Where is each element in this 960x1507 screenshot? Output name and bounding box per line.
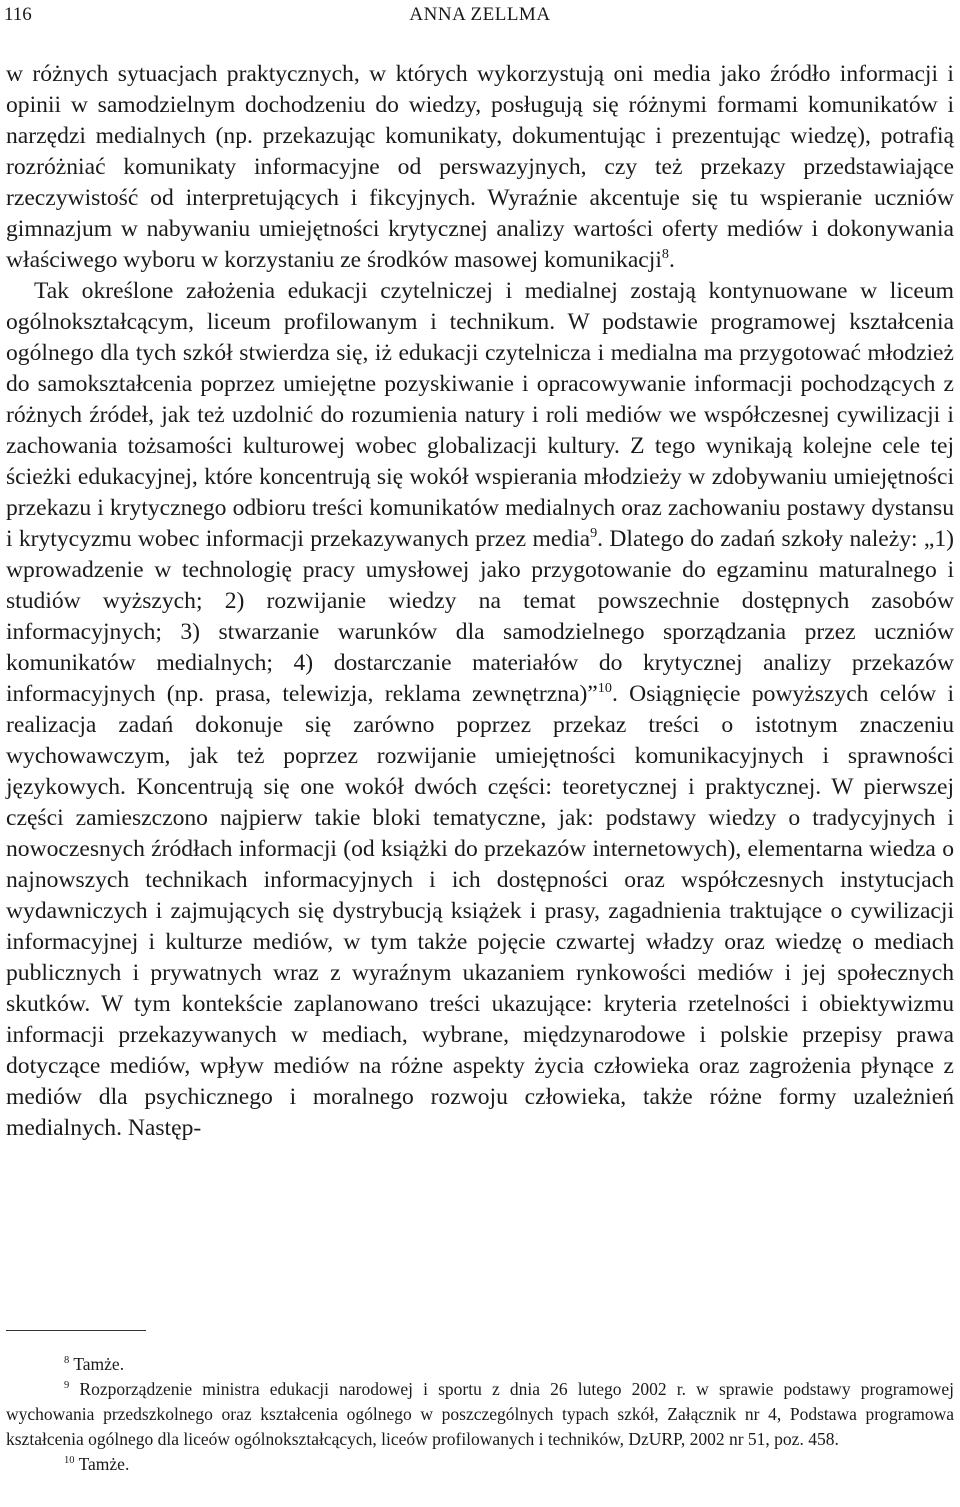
footnote-10 [6, 1452, 954, 1477]
paragraph-1-text: w różnych sytuacjach praktycznych, w których wykorzystują oni media jako źródło informacji i opinii w samodzielnym dochodzeniu do wiedzy, posługują się różnymi formami komunikatów i narzędzi medialnych (np. przekazując komunikaty, dokumentując i prezentując wiedzę), potrafią rozróżniać komunikaty informacyjne od perswazyjnych, czy też przekazy przedstawiające rzeczywistość od interpretujących i fikcyjnych. Wyraźnie akcentuje się tu wspieranie uczniów gimnazjum w nabywaniu umiejętności krytycznej analizy wartości oferty mediów i dokonywania właściwego wyboru w korzystaniu ze środków masowej komunikacji [6, 61, 954, 273]
paragraph-1 [6, 59, 954, 276]
footnote-separator [6, 1330, 146, 1331]
footnote-text: Tamże. [73, 1354, 125, 1374]
footnote-text: Tamże. [78, 1454, 130, 1474]
paragraph-2-text-c: . Osiągnięcie powyższych celów i realizacja zadań dokonuje się zarówno poprzez przekaz treści o istotnym znaczeniu wychowawczym, jak też poprzez rozwijanie umiejętności komunikacyjnych i sprawności językowych. Koncentrują się one wokół dwóch części: teoretycznej i praktycznej. W pierwszej części zamieszczono najpierw takie bloki tematyczne, jak: podstawy wiedzy o tradycyjnych i nowoczesnych źródłach informacji (od książki do przekazów internetowych), elementarna wiedza o najnowszych technikach informacyjnych i ich dostępności oraz współczesnych instytucjach wydawniczych i zajmujących się dystrybucją książek i prasy, zagadnienia traktujące o cywilizacji informacyjnej i kulturze mediów, w tym także pojęcie czwartej władzy oraz wiedzę o mediach publicznych i prywatnych wraz z wyraźnym ukazaniem rynkowości mediów i jej społecznych skutków. W tym kontekście zaplanowano treści ukazujące: kryteria rzetelności i obiektywizmu informacji przekazywanych w mediach, wybrane, międzynarodowe i polskie przepisy prawa dotyczące mediów, wpływ mediów na różne aspekty życia człowieka oraz zagrożenia płynące z mediów dla psychicznego i moralnego rozwoju człowieka, także różne formy uzależnień medialnych. Następ- [6, 681, 955, 1141]
footnote-mark: 8 [64, 1355, 70, 1367]
footnote-8 [6, 1352, 954, 1377]
footnote-text: Rozporządzenie ministra edukacji narodowej i sportu z dnia 26 lutego 2002 r. w sprawie podstawy programowej wychowania przedszkolnego oraz kształcenia ogólnego w poszczególnych typach szkół, Załącznik nr 4, Podstawa programowa kształcenia ogólnego dla liceów ogólnokształcących, liceów profilowanych i techników, DzURP, 2002 nr 51, poz. 458. [6, 1379, 955, 1449]
footnote-ref-9[interactable]: 9 [590, 525, 598, 542]
footnote-ref-8[interactable]: 8 [661, 246, 669, 263]
paragraph-1-end: . [668, 247, 675, 273]
main-text [6, 59, 954, 1144]
page-header [4, 4, 956, 30]
paragraph-2 [6, 276, 954, 1144]
footnotes [6, 1352, 954, 1477]
footnote-ref-10[interactable]: 10 [597, 680, 612, 697]
footnote-mark: 10 [64, 1455, 75, 1467]
footnote-9 [6, 1377, 954, 1452]
paragraph-2-text-a: Tak określone założenia edukacji czytelniczej i medialnej zostają kontynuowane w liceum ogólnokształcącym, liceum profilowanym i technikum. W podstawie programowej kształcenia ogólnego dla tych szkół stwierdza się, iż edukacji czytelnicza i medialna ma przygotować młodzież do samokształcenia poprzez umiejętne pozyskiwanie i opracowywanie informacji pochodzących z różnych źródeł, jak też uzdolnić do rozumienia natury i roli mediów we współczesnej cywilizacji i zachowania tożsamości kulturowej wobec globalizacji kultury. Z tego wynikają kolejne cele tej ścieżki edukacyjnej, które koncentrują się wokół wspierania młodzieży w zdobywaniu umiejętności przekazu i krytycznego odbioru treści komunikatów medialnych oraz zachowaniu postawy dystansu i krytycyzmu wobec informacji przekazywanych przez media [6, 278, 954, 552]
paragraph-2-text-b: . Dlatego do zadań szkoły należy: „1) wprowadzenie w technologię pracy umysłowej jako przygotowanie do egzaminu maturalnego i studiów wyższych; 2) rozwijanie wiedzy na temat powszechnie dostępnych zasobów informacyjnych; 3) stwarzanie warunków dla samodzielnego sporządzania przez uczniów komunikatów medialnych; 4) dostarczanie materiałów do krytycznej analizy przekazów informacyjnych (np. prasa, telewizja, reklama zewnętrzna)” [6, 526, 954, 707]
footnote-mark: 9 [64, 1380, 70, 1392]
running-head: ANNA ZELLMA [409, 4, 551, 25]
page-number: 116 [4, 4, 32, 25]
